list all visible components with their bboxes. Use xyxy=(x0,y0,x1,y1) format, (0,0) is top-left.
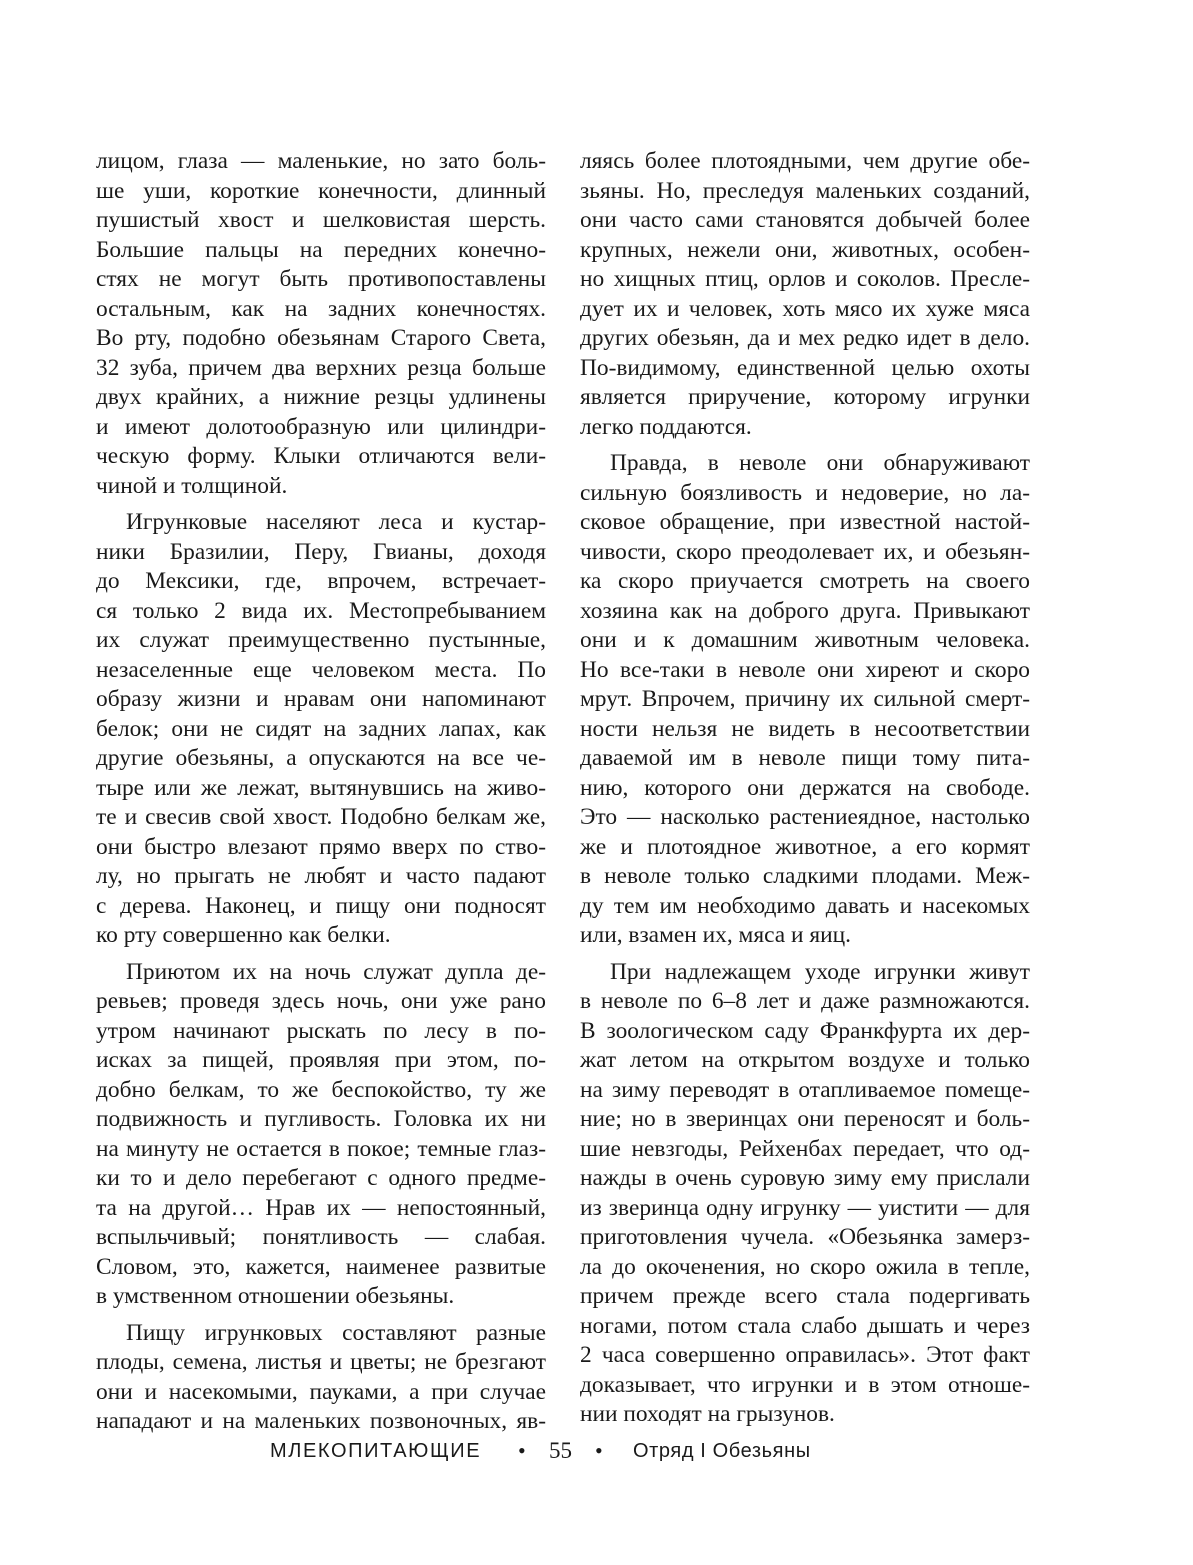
paragraph xyxy=(96,147,546,501)
text-line: Это — насколько растениеядное, настолько xyxy=(580,804,1030,830)
page-footer xyxy=(0,1434,1193,1468)
text-line: они быстро влезают прямо вверх по ство- xyxy=(96,833,546,860)
text-line: других обезьян, да и мех редко идет в дело. xyxy=(580,325,1030,351)
text-line: является приручение, которому игрунки xyxy=(580,384,1030,410)
text-line: ляясь более плотоядными, чем другие обе- xyxy=(580,148,1030,174)
text-line: нию, которого они держатся на свободе. xyxy=(580,774,1030,801)
footer-separator: • xyxy=(595,1438,603,1463)
text-line: они часто сами становятся добычей более xyxy=(580,207,1030,233)
text-line: При надлежащем уходе игрунки живут xyxy=(610,958,1030,985)
text-line: образу жизни и нравам они напоминают xyxy=(96,686,546,712)
text-line: легко поддаются. xyxy=(580,413,752,440)
right-column xyxy=(580,147,1030,1430)
text-line: из зверинца одну игрунку — уистити — для xyxy=(580,1194,1030,1221)
text-line: Во рту, подобно обезьянам Старого Света, xyxy=(96,325,546,351)
text-line: Игрунковые населяют леса и кустар- xyxy=(126,509,546,535)
paragraph xyxy=(580,147,1030,442)
text-line: сильную боязливость и недоверие, но ла- xyxy=(580,479,1030,506)
text-line: на минуту не остается в покое; темные глаз- xyxy=(96,1135,546,1162)
text-line: ники Бразилии, Перу, Гвианы, доходя xyxy=(96,538,546,565)
text-line: вспыльчивый; понятливость — слабая. xyxy=(96,1224,546,1250)
footer-section-title: МЛЕКОПИТАЮЩИЕ xyxy=(270,1440,482,1462)
text-line: шие невзгоды, Рейхенбах передает, что од- xyxy=(580,1135,1030,1162)
text-line: Правда, в неволе они обнаруживают xyxy=(610,450,1030,476)
text-line: зьяны. Но, преследуя маленьких созданий, xyxy=(580,177,1030,204)
text-line: мрут. Впрочем, причину их сильной смерт- xyxy=(580,686,1030,712)
text-line: По-видимому, единственной целью охоты xyxy=(580,354,1030,381)
text-line: Большие пальцы на передних конечно- xyxy=(96,236,546,263)
paragraph-gap xyxy=(96,501,546,508)
text-line: та на другой… Нрав их — непостоянный, xyxy=(96,1194,546,1221)
text-line: на зиму переводят в отапливаемое помеще- xyxy=(580,1076,1030,1103)
text-line: Приютом их на ночь служат дупла де- xyxy=(126,958,546,985)
paragraph-gap xyxy=(580,442,1030,449)
footer-chapter-title: Отряд I Обезьяны xyxy=(633,1440,811,1462)
text-line: двух крайних, а нижние резцы удлинены xyxy=(96,384,546,410)
text-line: ду тем им необходимо давать и насекомых xyxy=(580,892,1030,919)
text-line: ше уши, короткие конечности, длинный xyxy=(96,177,546,204)
text-line: Но все-таки в неволе они хиреют и скоро xyxy=(580,656,1030,683)
text-line: ние; но в зверинцах они переносят и боль- xyxy=(580,1106,1030,1132)
paragraph xyxy=(96,958,546,1312)
text-line: утром начинают рыскать по лесу в по- xyxy=(96,1017,546,1044)
page-number: 55 xyxy=(549,1438,572,1463)
text-line: стях не могут быть противопоставлены xyxy=(96,266,546,292)
text-line: чивости, скоро преодолевает их, и обезьян- xyxy=(580,538,1030,565)
left-column xyxy=(96,147,546,1437)
text-line: ности нельзя не видеть в несоответствии xyxy=(580,715,1030,742)
text-line: ла до окоченения, но скоро ожила в тепле, xyxy=(580,1253,1030,1280)
text-line: их служат преимущественно пустынные, xyxy=(96,627,546,653)
text-line: В зоологическом саду Франкфурта их дер- xyxy=(580,1017,1030,1044)
text-line: жат летом на открытом воздухе и только xyxy=(580,1047,1030,1073)
paragraph xyxy=(96,1319,546,1437)
text-line: в неволе по 6–8 лет и даже размножаются. xyxy=(580,988,1030,1014)
text-line: другие обезьяны, а опускаются на все че- xyxy=(96,745,546,771)
text-line: ся только 2 вида их. Местопребыванием xyxy=(96,597,546,624)
text-line: незаселенные еще человеком места. По xyxy=(96,656,546,683)
text-line: тыре или же лежат, вытянувшись на живо- xyxy=(96,774,546,801)
text-line: они и насекомыми, пауками, а при случае xyxy=(96,1378,546,1405)
text-line: нии походят на грызунов. xyxy=(580,1401,835,1427)
text-line: с дерева. Наконец, и пищу они подносят xyxy=(96,892,546,919)
paragraph xyxy=(580,449,1030,951)
text-line: ко рту совершенно как белки. xyxy=(96,922,391,948)
paragraph xyxy=(96,508,546,951)
text-line: даваемой им в неволе пищи тому пита- xyxy=(580,745,1030,771)
text-line: чиной и толщиной. xyxy=(96,472,288,499)
text-line: ки то и дело перебегают с одного предме- xyxy=(96,1165,546,1191)
text-line: они и к домашним животным человека. xyxy=(580,627,1030,653)
text-line: подвижность и пугливость. Головка их ни xyxy=(96,1106,546,1132)
text-line: в неволе только сладкими плодами. Меж- xyxy=(580,863,1030,889)
text-line: 32 зуба, причем два верхних резца больше xyxy=(96,354,546,381)
footer-separator: • xyxy=(518,1438,526,1463)
text-line: нажды в очень суровую зиму ему прислали xyxy=(580,1165,1030,1191)
text-line: крупных, нежели они, животных, особен- xyxy=(580,236,1030,263)
text-line: белок; они не сидят на задних лапах, как xyxy=(96,715,546,742)
text-line: и имеют долотообразную или цилиндри- xyxy=(96,413,546,440)
text-line: дует их и человек, хоть мясо их хуже мяса xyxy=(580,295,1030,322)
text-line: исках за пищей, проявляя при этом, по- xyxy=(96,1047,546,1073)
paragraph-gap xyxy=(96,951,546,958)
text-line: лицом, глаза — маленькие, но зато боль- xyxy=(96,148,546,174)
text-line: лу, но прыгать не любят и часто падают xyxy=(96,863,546,889)
paragraph-gap xyxy=(580,951,1030,958)
text-line: ческую форму. Клыки отличаются вели- xyxy=(96,443,546,469)
text-line: ревьев; проведя здесь ночь, они уже рано xyxy=(96,988,546,1014)
text-line: остальным, как на задних конечностях. xyxy=(96,295,546,322)
text-line: ка скоро приучается смотреть на своего xyxy=(580,568,1030,594)
text-line: Словом, это, кажется, наименее развитые xyxy=(96,1253,546,1280)
text-line: в умственном отношении обезьяны. xyxy=(96,1283,455,1309)
text-line: те и свесив свой хвост. Подобно белкам же, xyxy=(96,804,546,830)
text-line: Пищу игрунковых составляют разные xyxy=(126,1319,546,1346)
text-line: добно белкам, то же беспокойство, ту же xyxy=(96,1076,546,1103)
text-line: плоды, семена, листья и цветы; не брезгают xyxy=(96,1349,546,1375)
text-line: доказывает, что игрунки и в этом отноше- xyxy=(580,1371,1030,1398)
text-line: но хищных птиц, орлов и соколов. Пресле- xyxy=(580,266,1030,292)
text-line: до Мексики, где, впрочем, встречает- xyxy=(96,568,546,594)
text-line: причем прежде всего стала подергивать xyxy=(580,1283,1030,1309)
text-line: пушистый хвост и шелковистая шерсть. xyxy=(96,207,546,233)
text-line: сковое обращение, при известной настой- xyxy=(580,509,1030,535)
paragraph xyxy=(580,958,1030,1430)
text-line: приготовления чучела. «Обезьянка замерз- xyxy=(580,1224,1030,1250)
text-line: 2 часа совершенно оправилась». Этот факт xyxy=(580,1342,1030,1368)
text-line: хозяина как на доброго друга. Привыкают xyxy=(580,597,1030,624)
text-line: же и плотоядное животное, а его кормят xyxy=(580,833,1030,860)
paragraph-gap xyxy=(96,1312,546,1319)
text-line: ногами, потом стала слабо дышать и через xyxy=(580,1312,1030,1339)
text-line: или, взамен их, мяса и яиц. xyxy=(580,922,851,948)
text-line: нападают и на маленьких позвоночных, яв- xyxy=(96,1408,546,1434)
